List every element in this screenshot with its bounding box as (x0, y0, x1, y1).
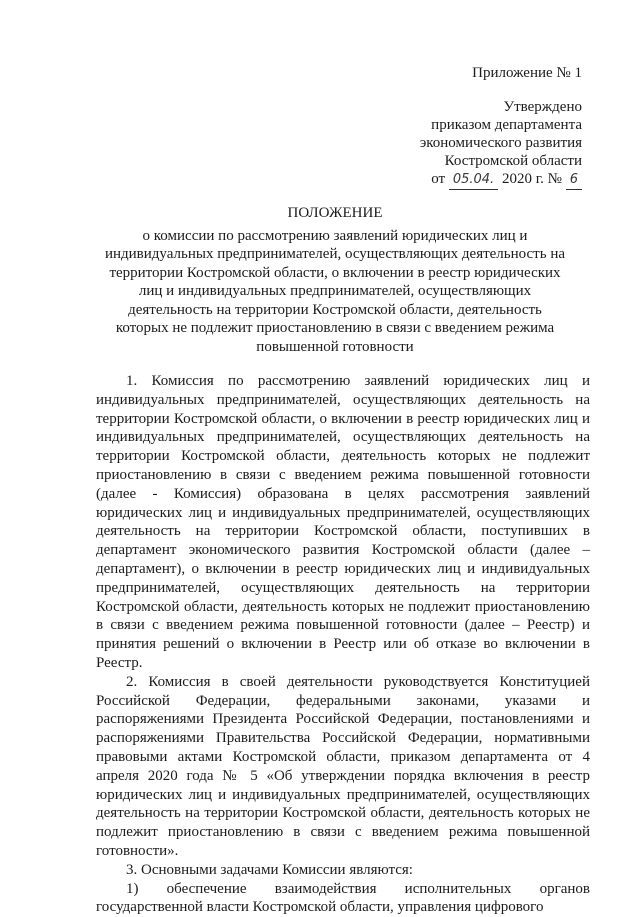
document-title-block (100, 204, 570, 356)
approval-line-1: приказом департамента (431, 117, 582, 133)
document-title: ПОЛОЖЕНИЕ (287, 205, 383, 221)
appendix-label: Приложение № 1 (472, 65, 582, 81)
document-subtitle: о комиссии по рассмотрению заявлений юридических лиц и индивидуальных предпринимателей, осуществляющих деятельность на территории Костромской области, о включении в реестр юридических лиц и индивидуальных предпринимателей, осуществляющих деятельность на территории Костромской области, деятельность которых не подлежит приостановлению в связи с введением режима повышенной готовности (104, 227, 566, 355)
approved-label: Утверждено (503, 99, 582, 115)
paragraph-3: 3. Основными задачами Комиссии являются: (126, 861, 413, 878)
date-handwritten: 05.04. (449, 171, 498, 190)
approval-date-line (420, 170, 582, 190)
paragraph-1: 1. Комиссия по рассмотрению заявлений юридических лиц и индивидуальных предпринимателей, осуществляющих деятельность на территории Костромской области, о включении в реестр юридических лиц и индивидуальных предпринимателей, осуществляющих деятельность на территории Костромской области, деятельность которых не подлежит приостановлению в связи с введением режима повышенной готовности (далее - Комиссия) образована в целях рассмотрения заявлений юридических лиц и индивидуальных предпринимателей, осуществляющих деятельность на территории Костромской области, поступивших в департамент экономического развития Костромской области (далее – департамент), о включении в реестр юридических лиц и индивидуальных предпринимателей, осуществляющих деятельность на территории Костромской области, деятельность которых не подлежит приостановлению в связи с введением режима повышенной готовности (далее – Реестр) и принятия решений о включении в Реестр или об отказе во включении в Реестр. (96, 373, 590, 671)
order-number-handwritten: 6 (566, 171, 582, 190)
date-year: 2020 г. № (501, 171, 562, 187)
approval-line-2: экономического развития (419, 135, 582, 151)
document-body (96, 372, 590, 917)
approval-block (420, 64, 582, 190)
paragraph-4: 1) обеспечение взаимодействия исполнительных органов государственной власти Костромской области, управления цифрового (96, 880, 590, 916)
date-prefix: от (431, 171, 446, 187)
approval-line-3: Костромской области (444, 153, 582, 169)
paragraph-2: 2. Комиссия в своей деятельности руководствуется Конституцией Российской Федерации, федеральными законами, указами и распоряжениями Президента Российской Федерации, постановлениями и распоряжениями Правительства Российской Федерации, нормативными правовыми актами Костромской области, приказом департамента от 4 апреля 2020 года № 5 «Об утверждении порядка включения в реестр юридических лиц и индивидуальных предпринимателей, осуществляющих деятельность на территории Костромской области, деятельность которых не подлежит приостановлению в связи с введением режима повышенной готовности». (96, 673, 590, 859)
